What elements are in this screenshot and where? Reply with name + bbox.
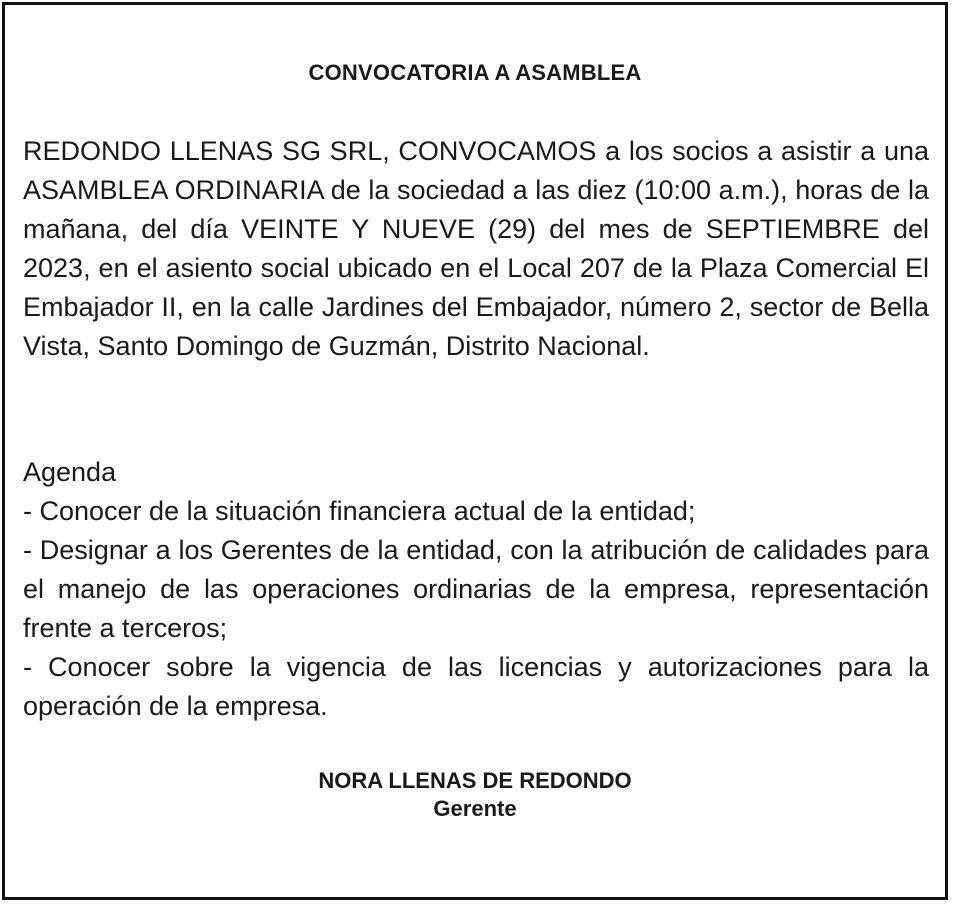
agenda-item-3: - Conocer sobre la vigencia de las licencias y autorizaciones para la operación de la empresa. [23,652,929,721]
notice-title: CONVOCATORIA A ASAMBLEA [308,60,642,85]
signatory-role: Gerente [433,796,517,821]
agenda-item-2: - Designar a los Gerentes de la entidad, con la atribución de calidades para el manejo de las operaciones ordinarias de la empresa, representación frente a terceros; [23,535,929,643]
signature-block [5,767,945,823]
agenda-item-1: - Conocer de la situación financiera actual de la entidad; [23,496,696,526]
notice-body: REDONDO LLENAS SG SRL, CONVOCAMOS a los socios a asistir a una ASAMBLEA ORDINARIA de la sociedad a las diez (10:00 a.m.), horas de la mañana, del día VEINTE Y NUEVE (29) del mes de SEPTIEMBRE del 2023, en el asiento social ubicado en el Local 207 de la Plaza Comercial El Embajador II, en la calle Jardines del Embajador, número 2, sector de Bella Vista, Santo Domingo de Guzmán, Distrito Nacional. [23,136,929,361]
signatory-name: NORA LLENAS DE REDONDO [318,768,632,793]
notice-frame [2,2,948,900]
agenda-heading: Agenda [23,457,117,487]
agenda-section [23,453,929,726]
